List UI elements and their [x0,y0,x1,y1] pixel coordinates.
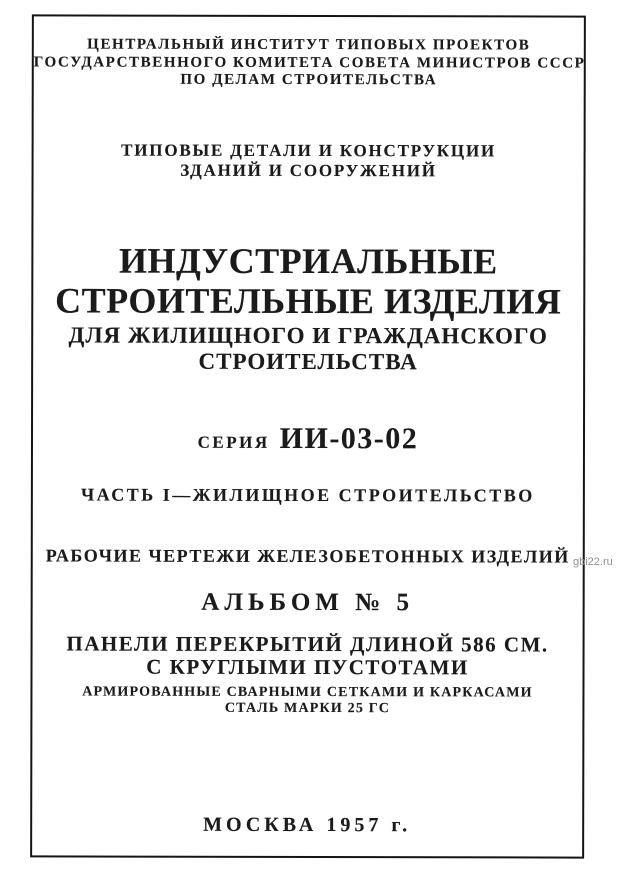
typical-details-line-1: ТИПОВЫЕ ДЕТАЛИ И КОНСТРУКЦИИ [121,140,497,161]
panels-title-line-2: С КРУГЛЫМИ ПУСТОТАМИ [146,654,469,680]
subtitle-line-1: ДЛЯ ЖИЛИЩНОГО И ГРАЖДАНСКОГО [68,322,548,349]
main-title-line-1: ИНДУСТРИАЛЬНЫЕ [119,240,498,282]
panels-title-line-1: ПАНЕЛИ ПЕРЕКРЫТИЙ ДЛИНОЙ 586 СМ. [66,631,549,657]
org-header-line-1: ЦЕНТРАЛЬНЫЙ ИНСТИТУТ ТИПОВЫХ ПРОЕКТОВ [87,36,531,54]
panels-title [32,632,582,679]
organization-header [34,36,584,90]
series-label: СЕРИЯ [197,432,270,452]
reinforcement-line-1: АРМИРОВАННЫЕ СВАРНЫМИ СЕТКАМИ И КАРКАСАМИ [82,684,533,701]
main-title-line-2: СТРОИТЕЛЬНЫЕ ИЗДЕЛИЯ [55,280,562,322]
site-watermark: gbi22.ru [573,556,613,568]
main-title [33,240,583,321]
page-border-frame [30,14,586,858]
series-designation [33,421,583,456]
org-header-line-3: ПО ДЕЛАМ СТРОИТЕЛЬСТВА [180,71,438,89]
subtitle [33,322,583,375]
reinforcement-note [32,684,582,716]
typical-details-header [34,140,584,181]
working-drawings-line: РАБОЧИЕ ЧЕРТЕЖИ ЖЕЛЕЗОБЕТОННЫХ ИЗДЕЛИЙ [45,545,570,567]
org-header-line-2: ГОСУДАРСТВЕННОГО КОМИТЕТА СОВЕТА МИНИСТРОВ СССР [33,53,586,72]
series-code: ИИ-03-02 [279,421,419,456]
album-number-line: АЛЬБОМ № 5 [201,588,415,617]
imprint-city-year: МОСКВА 1957 г. [203,813,412,837]
typical-details-line-2: ЗДАНИЙ И СООРУЖЕНИЙ [180,160,437,181]
reinforcement-line-2: СТАЛЬ МАРКИ 25 ГС [224,700,391,716]
part-line: ЧАСТЬ I—ЖИЛИЩНОЕ СТРОИТЕЛЬСТВО [80,484,535,506]
subtitle-line-2: СТРОИТЕЛЬСТВА [198,348,418,375]
